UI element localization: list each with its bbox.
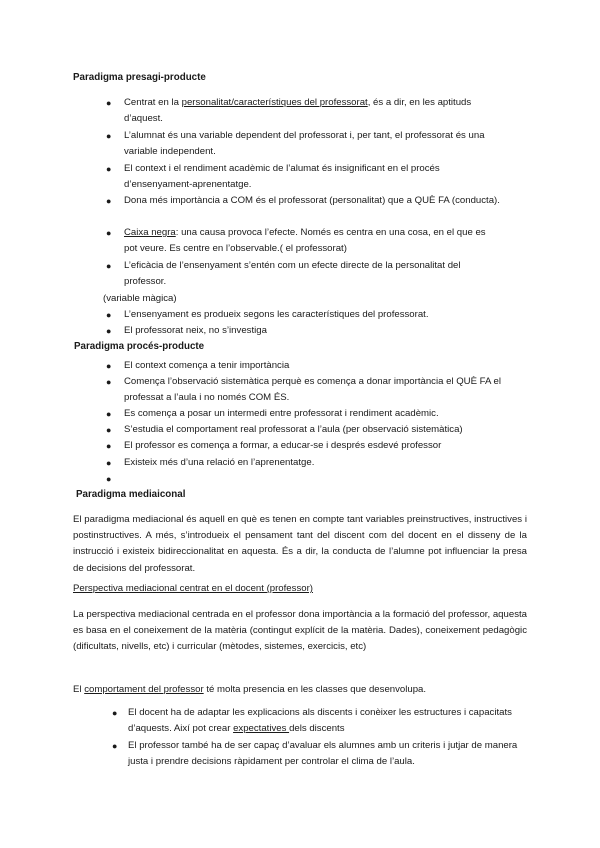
paragraph-line: El comportament del professor té molta presencia en les classes que desenvolupa. xyxy=(73,684,427,695)
bullet-icon: ● xyxy=(112,708,118,718)
bullet-icon: ● xyxy=(106,409,112,419)
bullet-icon: ● xyxy=(106,131,112,141)
section-heading-mediacional: Paradigma mediaiconal xyxy=(76,489,186,500)
underlined-text: personalitat/característiques del professorat xyxy=(181,97,368,108)
list-item: ● Es comença a posar un intermedi entre professorat i rendiment acadèmic. xyxy=(106,406,506,422)
section-heading-presagi: Paradigma presagi-producte xyxy=(73,72,206,83)
bullet-icon: ● xyxy=(106,261,112,271)
list-item: ● El docent ha de adaptar les explicacions als discents i conèixer les estructures i capacitats d’aquests. Així pot crear expectatives dels discents xyxy=(112,707,512,735)
bullet-icon: ● xyxy=(106,98,112,108)
underlined-text: expectatives xyxy=(233,723,290,735)
underlined-text: comportament del professor xyxy=(84,684,204,695)
list-item: ● Comença l’observació sistemàtica perquè es comença a donar importància el QUÈ FA el professat a l’aula i no només COM ÉS. xyxy=(106,376,502,404)
bullet-icon: ● xyxy=(106,377,112,387)
list-item: ● El professor també ha de ser capaç d’avaluar els alumnes amb un criteris i jutjar de manera justa i prendre decisions ràpidament per controlar el clima de l’aula. xyxy=(112,740,518,768)
list-item: ● L’eficàcia de l’ensenyament s’entén com un efecte directe de la personalitat del professor. xyxy=(106,260,461,288)
list-item: ● Centrat en la personalitat/característiques del professorat, és a dir, en les aptituds d’aquest. xyxy=(106,97,472,125)
bullet-icon: ● xyxy=(106,228,112,238)
list-item: ● El professorat neix, no s’investiga xyxy=(106,323,501,339)
bullet-icon: ● xyxy=(106,441,112,451)
paragraph: El paradigma mediacional és aquell en què es tenen en compte tant variables preinstructives, instructives i postinstructives. A més, s’introdueix el pensament tant del discent com del docent en el disseny de la instrucció i existeix bidireccionalitat en aquesta. És a dir, la conducta de l’alumne pot influenciar la presa de decisions del professorat. xyxy=(73,514,527,574)
list-item: ● Existeix més d’una relació en l’aprenentatge. xyxy=(106,455,506,471)
list-item: ● Caixa negra: una causa provoca l’efecte. Només es centra en una cosa, en el que es pot veure. Es centre en l’observable.( el professorat) xyxy=(106,227,486,255)
bullet-icon: ● xyxy=(106,164,112,174)
list-item: ● S’estudia el comportament real professorat a l’aula (per observació sistemàtica) xyxy=(106,422,506,438)
bullet-icon: ● xyxy=(106,425,112,435)
bullet-icon: ● xyxy=(112,741,118,751)
list-item: ● El professor es comença a formar, a educar-se i després esdevé professor xyxy=(106,438,506,454)
list-item: ● Dona més importància a COM és el professorat (personalitat) que a QUÈ FA (conducta). xyxy=(106,193,501,209)
paragraph: La perspectiva mediacional centrada en el professor dona importància a la formació del professor, aquesta es basa en el coneixement de la matèria (contingut explícit de la matèria. Dades), coneixement pedagògic (dificultats, nivells, etc) i curricular (mètodes, sistemes, exercicis, etc) xyxy=(73,609,527,653)
note-text: (variable màgica) xyxy=(103,293,177,304)
bullet-icon: ● xyxy=(106,458,112,468)
list-item: ● El context i el rendiment acadèmic de l’alumat és insignificant en el procés d’ensenyament-aprenentatge. xyxy=(106,163,440,191)
bullet-icon: ● xyxy=(106,326,112,336)
bullet-icon: ● xyxy=(106,361,112,371)
underlined-text: Caixa negra xyxy=(124,227,176,238)
list-item: ● L’ensenyament es produeix segons les característiques del professorat. xyxy=(106,307,501,323)
subheading: Perspectiva mediacional centrat en el docent (professor) xyxy=(73,583,313,594)
list-item: ● L’alumnat és una variable dependent del professorat i, per tant, el professorat és una variable independent. xyxy=(106,130,485,158)
section-heading-proces: Paradigma procés-producte xyxy=(74,341,205,352)
bullet-icon: ● xyxy=(106,474,112,484)
bullet-icon: ● xyxy=(106,196,112,206)
bullet-icon: ● xyxy=(106,310,112,320)
list-item: ● El context comença a tenir importància xyxy=(106,358,506,374)
